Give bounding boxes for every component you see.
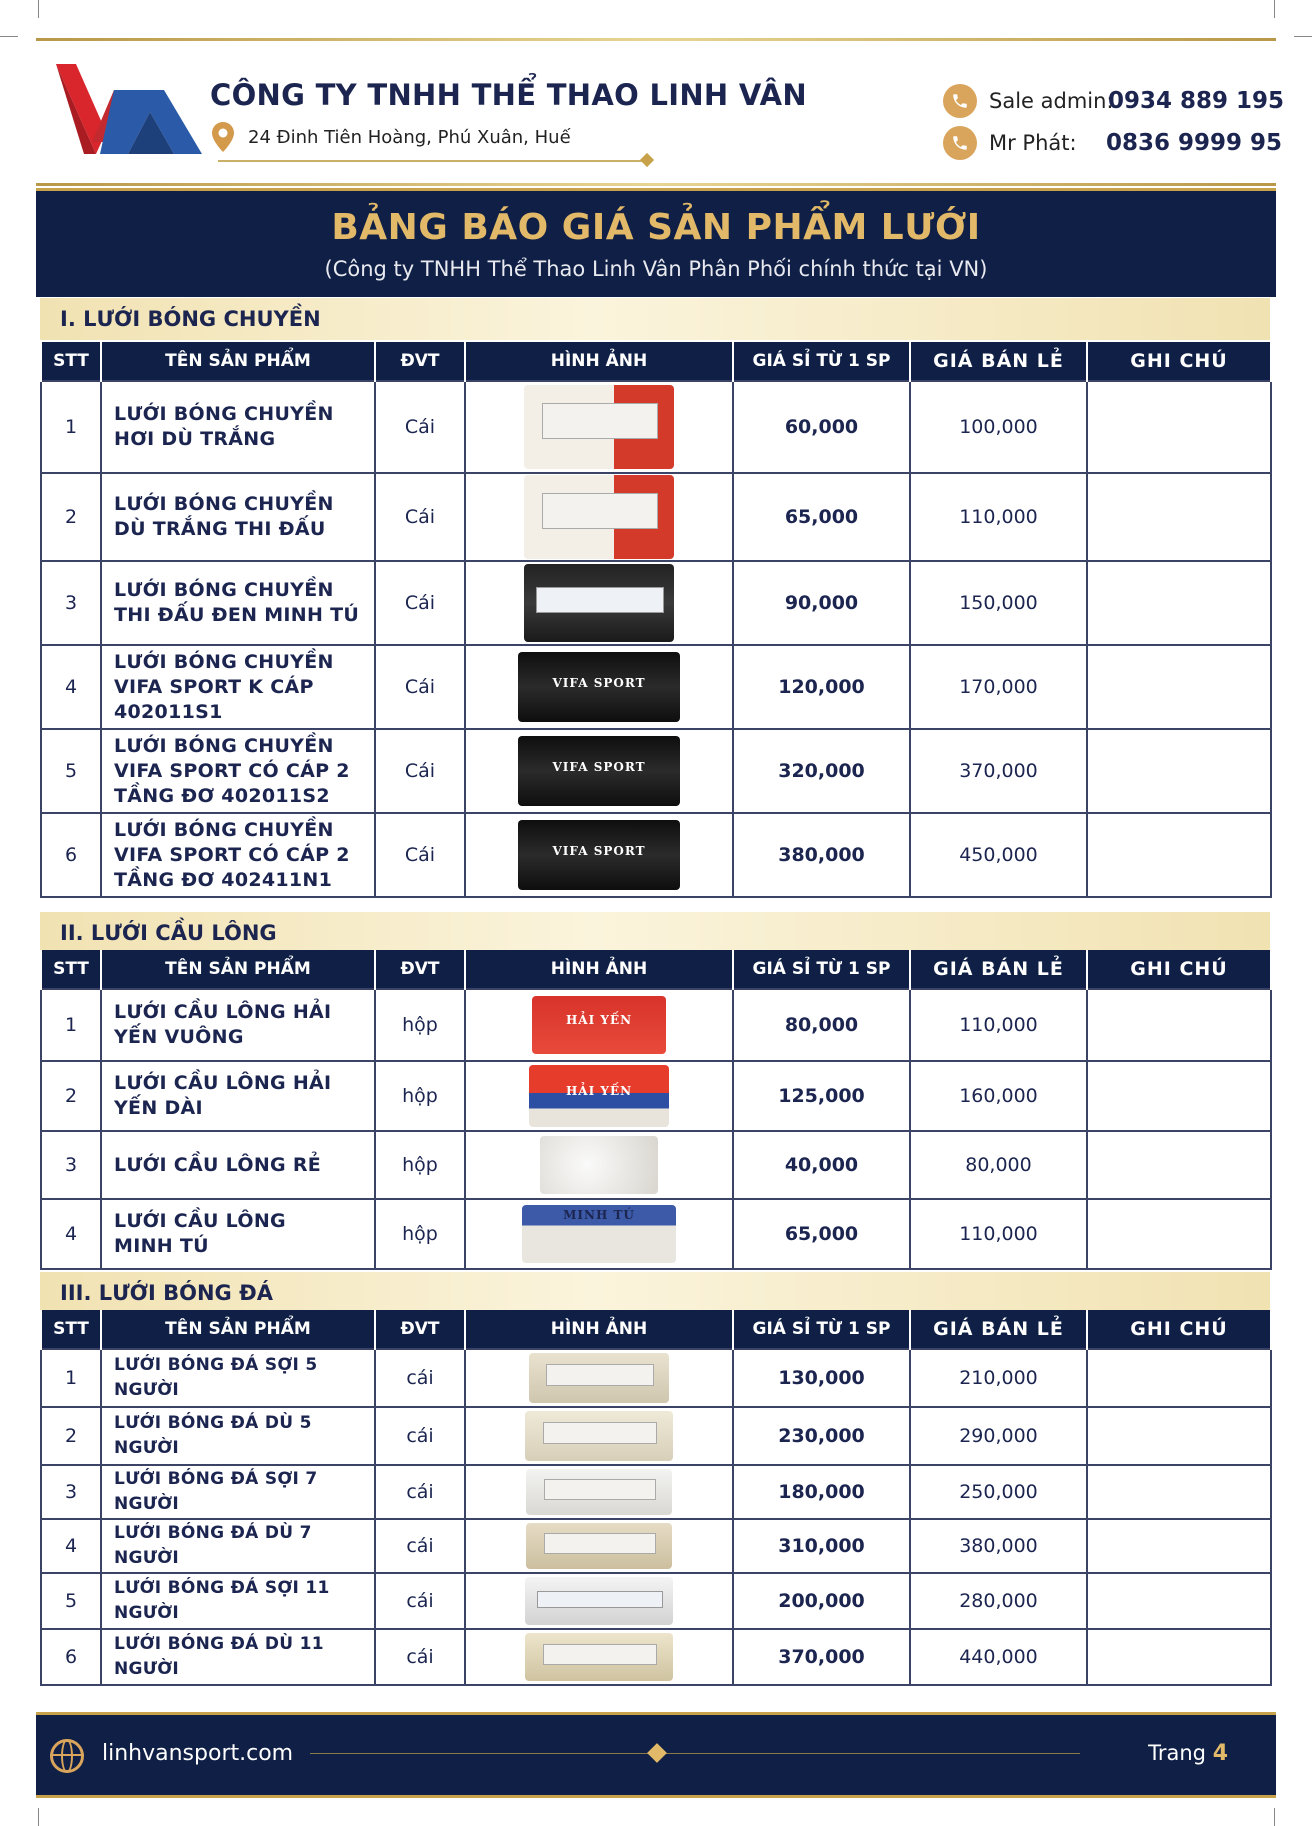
address-text: 24 Đinh Tiên Hoàng, Phú Xuân, Huế xyxy=(248,126,571,148)
footer-diamond xyxy=(647,1743,667,1763)
product-name-line: LƯỚI BÓNG CHUYỀN xyxy=(114,650,334,673)
table-row[interactable] xyxy=(41,1131,1271,1199)
row-number: 2 xyxy=(41,1407,101,1465)
wholesale-price: 200,000 xyxy=(733,1573,910,1629)
row-number: 3 xyxy=(41,1465,101,1519)
product-thumbnail xyxy=(522,1205,676,1263)
column-header-stt: STT xyxy=(41,950,101,989)
unit: Cái xyxy=(375,381,465,473)
column-header-image: HÌNH ẢNH xyxy=(465,1310,733,1349)
title-banner xyxy=(36,188,1276,297)
row-number: 2 xyxy=(41,1061,101,1131)
column-header-name: TÊN SẢN PHẨM xyxy=(101,1310,375,1349)
wholesale-price: 125,000 xyxy=(733,1061,910,1131)
table-row[interactable] xyxy=(41,1061,1271,1131)
crop-mark xyxy=(1274,0,1275,18)
unit: cái xyxy=(375,1465,465,1519)
header-rule xyxy=(36,183,1276,186)
wholesale-price: 310,000 xyxy=(733,1519,910,1573)
product-name xyxy=(101,1061,375,1131)
wholesale-price: 40,000 xyxy=(733,1131,910,1199)
wholesale-price: 65,000 xyxy=(733,473,910,561)
product-name-line: VIFA SPORT CÓ CÁP 2 xyxy=(114,759,350,782)
unit: hộp xyxy=(375,1061,465,1131)
unit: cái xyxy=(375,1349,465,1407)
product-thumbnail-text: MINH TÚ xyxy=(563,1208,635,1223)
product-thumbnail xyxy=(525,1411,673,1461)
table-row[interactable] xyxy=(41,381,1271,473)
top-rule xyxy=(36,38,1276,41)
row-number: 4 xyxy=(41,1199,101,1269)
table-row[interactable] xyxy=(41,1199,1271,1269)
crop-mark xyxy=(1274,1808,1275,1826)
product-name-line: YẾN DÀI xyxy=(114,1097,203,1119)
unit: hộp xyxy=(375,1199,465,1269)
product-image-cell xyxy=(465,1131,733,1199)
row-number: 2 xyxy=(41,473,101,561)
product-name-line: LƯỚI BÓNG CHUYỀN xyxy=(114,579,334,601)
contact-label: Mr Phát: xyxy=(989,131,1077,155)
company-name: CÔNG TY TNHH THỂ THAO LINH VÂN xyxy=(210,78,807,112)
product-name-line: HƠI DÙ TRẮNG xyxy=(114,428,276,450)
price-table xyxy=(40,1310,1272,1686)
unit: cái xyxy=(375,1629,465,1685)
retail-price: 100,000 xyxy=(910,381,1087,473)
row-number: 4 xyxy=(41,645,101,729)
unit: Cái xyxy=(375,729,465,813)
column-header-retail: GIÁ BÁN LẺ xyxy=(910,950,1087,989)
unit: Cái xyxy=(375,473,465,561)
logo-mark xyxy=(54,62,204,154)
product-thumbnail-text: HẢI YẾN xyxy=(565,1083,633,1098)
product-name xyxy=(101,561,375,645)
note xyxy=(1087,813,1271,897)
column-header-retail: GIÁ BÁN LẺ xyxy=(910,1310,1087,1349)
column-header-wholesale: GIÁ SỈ TỪ 1 SP xyxy=(733,1310,910,1349)
location-pin-icon xyxy=(212,122,234,152)
footer xyxy=(36,1712,1276,1798)
product-thumbnail xyxy=(518,736,680,806)
product-thumbnail xyxy=(524,564,674,642)
product-name-line: LƯỚI BÓNG CHUYỀN xyxy=(114,403,334,425)
product-image-cell xyxy=(465,1519,733,1573)
retail-price: 440,000 xyxy=(910,1629,1087,1685)
row-number: 4 xyxy=(41,1519,101,1573)
product-name xyxy=(101,473,375,561)
table-row[interactable] xyxy=(41,561,1271,645)
contact-label: Sale admin: xyxy=(989,89,1114,113)
row-number: 5 xyxy=(41,729,101,813)
column-header-stt: STT xyxy=(41,342,101,381)
wholesale-price: 180,000 xyxy=(733,1465,910,1519)
note xyxy=(1087,1519,1271,1573)
product-thumbnail xyxy=(526,1469,672,1515)
product-thumbnail xyxy=(532,996,666,1054)
retail-price: 80,000 xyxy=(910,1131,1087,1199)
retail-price: 370,000 xyxy=(910,729,1087,813)
unit: Cái xyxy=(375,645,465,729)
unit: Cái xyxy=(375,561,465,645)
section-title: II. LƯỚI CẦU LÔNG xyxy=(60,921,277,945)
product-name-line: 402011S1 xyxy=(114,700,223,723)
section-header xyxy=(40,1272,1270,1314)
product-image-cell xyxy=(465,1061,733,1131)
product-name xyxy=(101,1465,375,1519)
product-name xyxy=(101,1519,375,1573)
row-number: 1 xyxy=(41,989,101,1061)
product-thumbnail xyxy=(524,475,674,559)
retail-price: 210,000 xyxy=(910,1349,1087,1407)
row-number: 6 xyxy=(41,1629,101,1685)
retail-price: 160,000 xyxy=(910,1061,1087,1131)
table-header-row xyxy=(41,1310,1271,1349)
retail-price: 290,000 xyxy=(910,1407,1087,1465)
product-name-line: LƯỚI BÓNG ĐÁ DÙ 11 NGƯỜI xyxy=(114,1634,324,1679)
retail-price: 450,000 xyxy=(910,813,1087,897)
product-image-cell xyxy=(465,561,733,645)
product-name-line: TẦNG ĐƠ 402411N1 xyxy=(114,868,333,891)
product-name-line: LƯỚI BÓNG CHUYỀN xyxy=(114,734,334,757)
row-number: 1 xyxy=(41,381,101,473)
row-number: 1 xyxy=(41,1349,101,1407)
retail-price: 110,000 xyxy=(910,989,1087,1061)
product-thumbnail-text: VIFA SPORT xyxy=(552,843,646,858)
product-name xyxy=(101,813,375,897)
product-name-line: LƯỚI CẦU LÔNG RẺ xyxy=(114,1153,322,1176)
retail-price: 380,000 xyxy=(910,1519,1087,1573)
page-subtitle: (Công ty TNHH Thể Thao Linh Vân Phân Phối chính thức tại VN) xyxy=(324,257,988,281)
product-name xyxy=(101,1131,375,1199)
address-underline xyxy=(218,160,648,162)
product-name-line: LƯỚI BÓNG CHUYỀN xyxy=(114,818,334,841)
product-thumbnail xyxy=(529,1353,669,1403)
globe-icon xyxy=(50,1739,84,1773)
note xyxy=(1087,1061,1271,1131)
product-name xyxy=(101,1407,375,1465)
product-image-cell xyxy=(465,473,733,561)
product-image-cell xyxy=(465,989,733,1061)
column-header-unit: ĐVT xyxy=(375,950,465,989)
wholesale-price: 120,000 xyxy=(733,645,910,729)
product-name-line: YẾN VUÔNG xyxy=(114,1026,244,1048)
product-name-line: LƯỚI BÓNG ĐÁ SỢI 7 NGƯỜI xyxy=(114,1469,318,1514)
column-header-name: TÊN SẢN PHẨM xyxy=(101,342,375,381)
product-name-line: LƯỚI BÓNG ĐÁ DÙ 5 NGƯỜI xyxy=(114,1413,312,1458)
product-thumbnail xyxy=(518,652,680,722)
unit: cái xyxy=(375,1573,465,1629)
address-row xyxy=(212,122,571,152)
product-thumbnail xyxy=(529,1065,669,1127)
product-thumbnail xyxy=(518,820,680,890)
wholesale-price: 380,000 xyxy=(733,813,910,897)
product-thumbnail xyxy=(525,1633,673,1681)
table-header-row xyxy=(41,950,1271,989)
product-name-line: LƯỚI BÓNG ĐÁ DÙ 7 NGƯỜI xyxy=(114,1523,312,1568)
retail-price: 250,000 xyxy=(910,1465,1087,1519)
product-thumbnail-text: VIFA SPORT xyxy=(552,675,646,690)
row-number: 5 xyxy=(41,1573,101,1629)
section-header xyxy=(40,298,1270,340)
product-name xyxy=(101,729,375,813)
table-row[interactable] xyxy=(41,1629,1271,1685)
product-name-line: VIFA SPORT CÓ CÁP 2 xyxy=(114,843,350,866)
table-row[interactable] xyxy=(41,989,1271,1061)
product-image-cell xyxy=(465,1465,733,1519)
note xyxy=(1087,1131,1271,1199)
product-name xyxy=(101,645,375,729)
column-header-retail: GIÁ BÁN LẺ xyxy=(910,342,1087,381)
unit: cái xyxy=(375,1407,465,1465)
table-row[interactable] xyxy=(41,645,1271,729)
contact-mr-phat xyxy=(943,126,1283,160)
product-image-cell xyxy=(465,813,733,897)
contact-number[interactable]: 0836 9999 95 xyxy=(1106,130,1283,156)
product-name xyxy=(101,1573,375,1629)
product-image-cell xyxy=(465,1349,733,1407)
wholesale-price: 130,000 xyxy=(733,1349,910,1407)
column-header-stt: STT xyxy=(41,1310,101,1349)
product-name-line: THI ĐẤU ĐEN MINH TÚ xyxy=(114,604,360,626)
note xyxy=(1087,1629,1271,1685)
table-row[interactable] xyxy=(41,1407,1271,1465)
note xyxy=(1087,1465,1271,1519)
product-name-line: LƯỚI CẦU LÔNG xyxy=(114,1210,286,1232)
product-image-cell xyxy=(465,645,733,729)
product-name-line: MINH TÚ xyxy=(114,1235,209,1257)
wholesale-price: 80,000 xyxy=(733,989,910,1061)
wholesale-price: 320,000 xyxy=(733,729,910,813)
website-link[interactable]: linhvansport.com xyxy=(102,1741,294,1766)
product-thumbnail-text: HẢI YẾN xyxy=(565,1013,633,1028)
retail-price: 170,000 xyxy=(910,645,1087,729)
section-title: I. LƯỚI BÓNG CHUYỀN xyxy=(60,307,321,331)
crop-mark xyxy=(38,1808,39,1826)
unit: cái xyxy=(375,1519,465,1573)
product-name-line: LƯỚI BÓNG CHUYỀN xyxy=(114,493,334,515)
crop-mark xyxy=(0,36,18,37)
product-name xyxy=(101,1629,375,1685)
product-image-cell xyxy=(465,1199,733,1269)
retail-price: 150,000 xyxy=(910,561,1087,645)
product-name xyxy=(101,1349,375,1407)
unit: hộp xyxy=(375,989,465,1061)
column-header-image: HÌNH ẢNH xyxy=(465,950,733,989)
section-title: III. LƯỚI BÓNG ĐÁ xyxy=(60,1281,273,1305)
note xyxy=(1087,729,1271,813)
table-row[interactable] xyxy=(41,1573,1271,1629)
column-header-wholesale: GIÁ SỈ TỪ 1 SP xyxy=(733,342,910,381)
table-header-row xyxy=(41,342,1271,381)
table-row[interactable] xyxy=(41,1465,1271,1519)
retail-price: 110,000 xyxy=(910,1199,1087,1269)
table-row[interactable] xyxy=(41,813,1271,897)
note xyxy=(1087,473,1271,561)
table-row[interactable] xyxy=(41,473,1271,561)
note xyxy=(1087,1199,1271,1269)
note xyxy=(1087,989,1271,1061)
wholesale-price: 65,000 xyxy=(733,1199,910,1269)
retail-price: 110,000 xyxy=(910,473,1087,561)
contact-number[interactable]: 0934 889 195 xyxy=(1108,88,1285,114)
product-image-cell xyxy=(465,381,733,473)
wholesale-price: 370,000 xyxy=(733,1629,910,1685)
column-header-image: HÌNH ẢNH xyxy=(465,342,733,381)
product-name-line: TẦNG ĐƠ 402011S2 xyxy=(114,784,330,807)
note xyxy=(1087,645,1271,729)
product-thumbnail xyxy=(525,1577,673,1625)
column-header-unit: ĐVT xyxy=(375,342,465,381)
product-name-line: LƯỚI BÓNG ĐÁ SỢI 5 NGƯỜI xyxy=(114,1355,318,1400)
product-thumbnail-text: VIFA SPORT xyxy=(552,759,646,774)
product-name-line: VIFA SPORT K CÁP xyxy=(114,675,314,698)
note xyxy=(1087,1407,1271,1465)
note xyxy=(1087,381,1271,473)
product-name xyxy=(101,1199,375,1269)
page-title: BẢNG BÁO GIÁ SẢN PHẨM LƯỚI xyxy=(331,207,981,248)
row-number: 3 xyxy=(41,561,101,645)
column-header-note: GHI CHÚ xyxy=(1087,342,1271,381)
page-label: Trang xyxy=(1148,1741,1206,1765)
wholesale-price: 90,000 xyxy=(733,561,910,645)
product-image-cell xyxy=(465,1407,733,1465)
product-name xyxy=(101,381,375,473)
phone-icon xyxy=(943,84,977,118)
page-indicator xyxy=(1148,1741,1228,1766)
price-table xyxy=(40,950,1272,1270)
column-header-name: TÊN SẢN PHẨM xyxy=(101,950,375,989)
column-header-unit: ĐVT xyxy=(375,1310,465,1349)
product-thumbnail xyxy=(540,1136,658,1194)
table-row[interactable] xyxy=(41,1349,1271,1407)
product-name-line: LƯỚI CẦU LÔNG HẢI xyxy=(114,1072,332,1094)
product-name-line: LƯỚI BÓNG ĐÁ SỢI 11 NGƯỜI xyxy=(114,1578,330,1623)
row-number: 6 xyxy=(41,813,101,897)
product-image-cell xyxy=(465,1573,733,1629)
note xyxy=(1087,561,1271,645)
footer-divider xyxy=(310,1753,1080,1754)
column-header-note: GHI CHÚ xyxy=(1087,950,1271,989)
product-name-line: LƯỚI CẦU LÔNG HẢI xyxy=(114,1001,332,1023)
product-thumbnail xyxy=(526,1523,672,1569)
page-number: 4 xyxy=(1212,1741,1228,1766)
phone-icon xyxy=(943,126,977,160)
address-diamond xyxy=(640,153,654,167)
product-name xyxy=(101,989,375,1061)
retail-price: 280,000 xyxy=(910,1573,1087,1629)
unit: Cái xyxy=(375,813,465,897)
note xyxy=(1087,1573,1271,1629)
crop-mark xyxy=(1294,36,1312,37)
price-table xyxy=(40,342,1272,898)
note xyxy=(1087,1349,1271,1407)
row-number: 3 xyxy=(41,1131,101,1199)
section-header xyxy=(40,912,1270,954)
product-name-line: DÙ TRẮNG THI ĐẤU xyxy=(114,518,326,540)
unit: hộp xyxy=(375,1131,465,1199)
wholesale-price: 60,000 xyxy=(733,381,910,473)
column-header-note: GHI CHÚ xyxy=(1087,1310,1271,1349)
product-thumbnail xyxy=(524,385,674,469)
wholesale-price: 230,000 xyxy=(733,1407,910,1465)
product-image-cell xyxy=(465,729,733,813)
product-image-cell xyxy=(465,1629,733,1685)
table-row[interactable] xyxy=(41,1519,1271,1573)
contact-sale-admin xyxy=(943,84,1285,118)
crop-mark xyxy=(38,0,39,18)
table-row[interactable] xyxy=(41,729,1271,813)
column-header-wholesale: GIÁ SỈ TỪ 1 SP xyxy=(733,950,910,989)
